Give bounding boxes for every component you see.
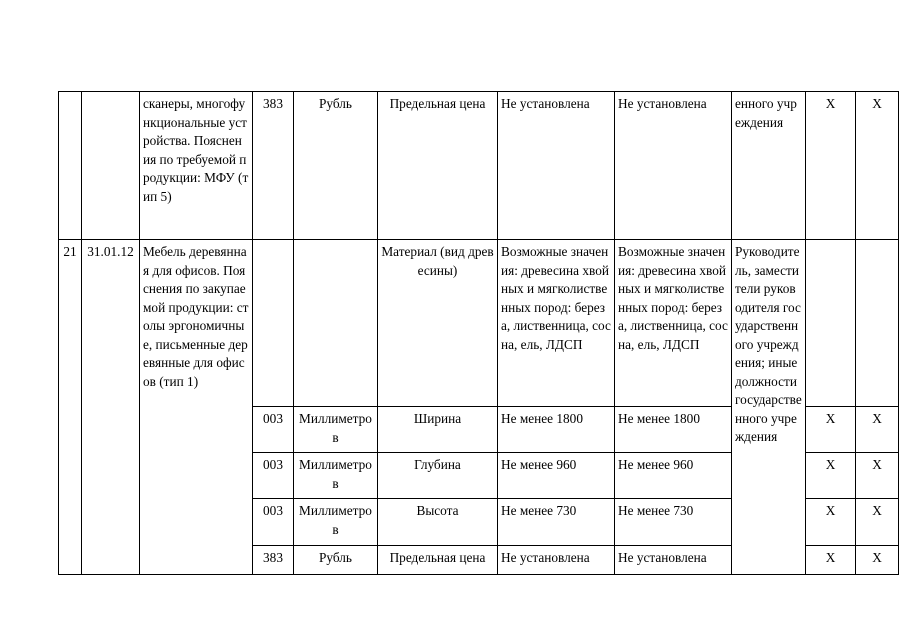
mark-cell bbox=[806, 240, 856, 407]
value-cell: Не менее 730 bbox=[498, 499, 615, 546]
mark-cell: X bbox=[856, 407, 899, 453]
unit-name-cell: Миллиметров bbox=[294, 453, 378, 499]
requirements-table bbox=[58, 91, 899, 575]
mark-cell: X bbox=[806, 499, 856, 546]
mark-cell: X bbox=[806, 92, 856, 240]
table-row bbox=[59, 92, 899, 240]
product-name-cell: Мебель деревянная для офисов. Пояснения по закупаемой продукции: столы эргономичные, письменные деревянные для офисов (тип 1) bbox=[140, 240, 253, 575]
value-cell: Не установлена bbox=[615, 92, 732, 240]
value-cell: Не установлена bbox=[498, 546, 615, 575]
mark-cell: X bbox=[806, 546, 856, 575]
mark-cell: X bbox=[856, 546, 899, 575]
value-cell: Не менее 960 bbox=[615, 453, 732, 499]
row-number-cell bbox=[59, 92, 82, 240]
table-row bbox=[59, 240, 899, 407]
unit-name-cell: Миллиметров bbox=[294, 499, 378, 546]
characteristic-cell: Предельная цена bbox=[378, 546, 498, 575]
mark-cell: X bbox=[806, 407, 856, 453]
unit-code-cell bbox=[253, 240, 294, 407]
characteristic-cell: Предельная цена bbox=[378, 92, 498, 240]
value-cell: Не установлена bbox=[498, 92, 615, 240]
mark-cell: X bbox=[856, 453, 899, 499]
unit-name-cell: Рубль bbox=[294, 92, 378, 240]
characteristic-cell: Материал (вид древесины) bbox=[378, 240, 498, 407]
mark-cell bbox=[856, 240, 899, 407]
characteristic-cell: Глубина bbox=[378, 453, 498, 499]
position-category-cell: енного учреждения bbox=[732, 92, 806, 240]
value-cell: Не менее 960 bbox=[498, 453, 615, 499]
position-category-cell: Руководитель, заместители руководителя государственного учреждения; иные должности государственного учреждения bbox=[732, 240, 806, 575]
okpd-code-cell bbox=[82, 92, 140, 240]
value-cell: Не менее 1800 bbox=[615, 407, 732, 453]
row-number-cell: 21 bbox=[59, 240, 82, 575]
mark-cell: X bbox=[806, 453, 856, 499]
unit-code-cell: 383 bbox=[253, 546, 294, 575]
product-name-cell: сканеры, многофункциональные устройства. Пояснения по требуемой продукции: МФУ (тип 5) bbox=[140, 92, 253, 240]
characteristic-cell: Высота bbox=[378, 499, 498, 546]
value-cell: Не менее 730 bbox=[615, 499, 732, 546]
okpd-code-cell: 31.01.12 bbox=[82, 240, 140, 575]
unit-name-cell: Миллиметров bbox=[294, 407, 378, 453]
unit-name-cell: Рубль bbox=[294, 546, 378, 575]
value-cell: Не установлена bbox=[615, 546, 732, 575]
mark-cell: X bbox=[856, 92, 899, 240]
characteristic-cell: Ширина bbox=[378, 407, 498, 453]
unit-name-cell bbox=[294, 240, 378, 407]
value-cell: Возможные значения: древесина хвойных и мягколиственных пород: береза, лиственница, сосна, ель, ЛДСП bbox=[615, 240, 732, 407]
unit-code-cell: 003 bbox=[253, 407, 294, 453]
value-cell: Не менее 1800 bbox=[498, 407, 615, 453]
value-cell: Возможные значения: древесина хвойных и мягколиственных пород: береза, лиственница, сосна, ель, ЛДСП bbox=[498, 240, 615, 407]
unit-code-cell: 383 bbox=[253, 92, 294, 240]
unit-code-cell: 003 bbox=[253, 453, 294, 499]
mark-cell: X bbox=[856, 499, 899, 546]
unit-code-cell: 003 bbox=[253, 499, 294, 546]
